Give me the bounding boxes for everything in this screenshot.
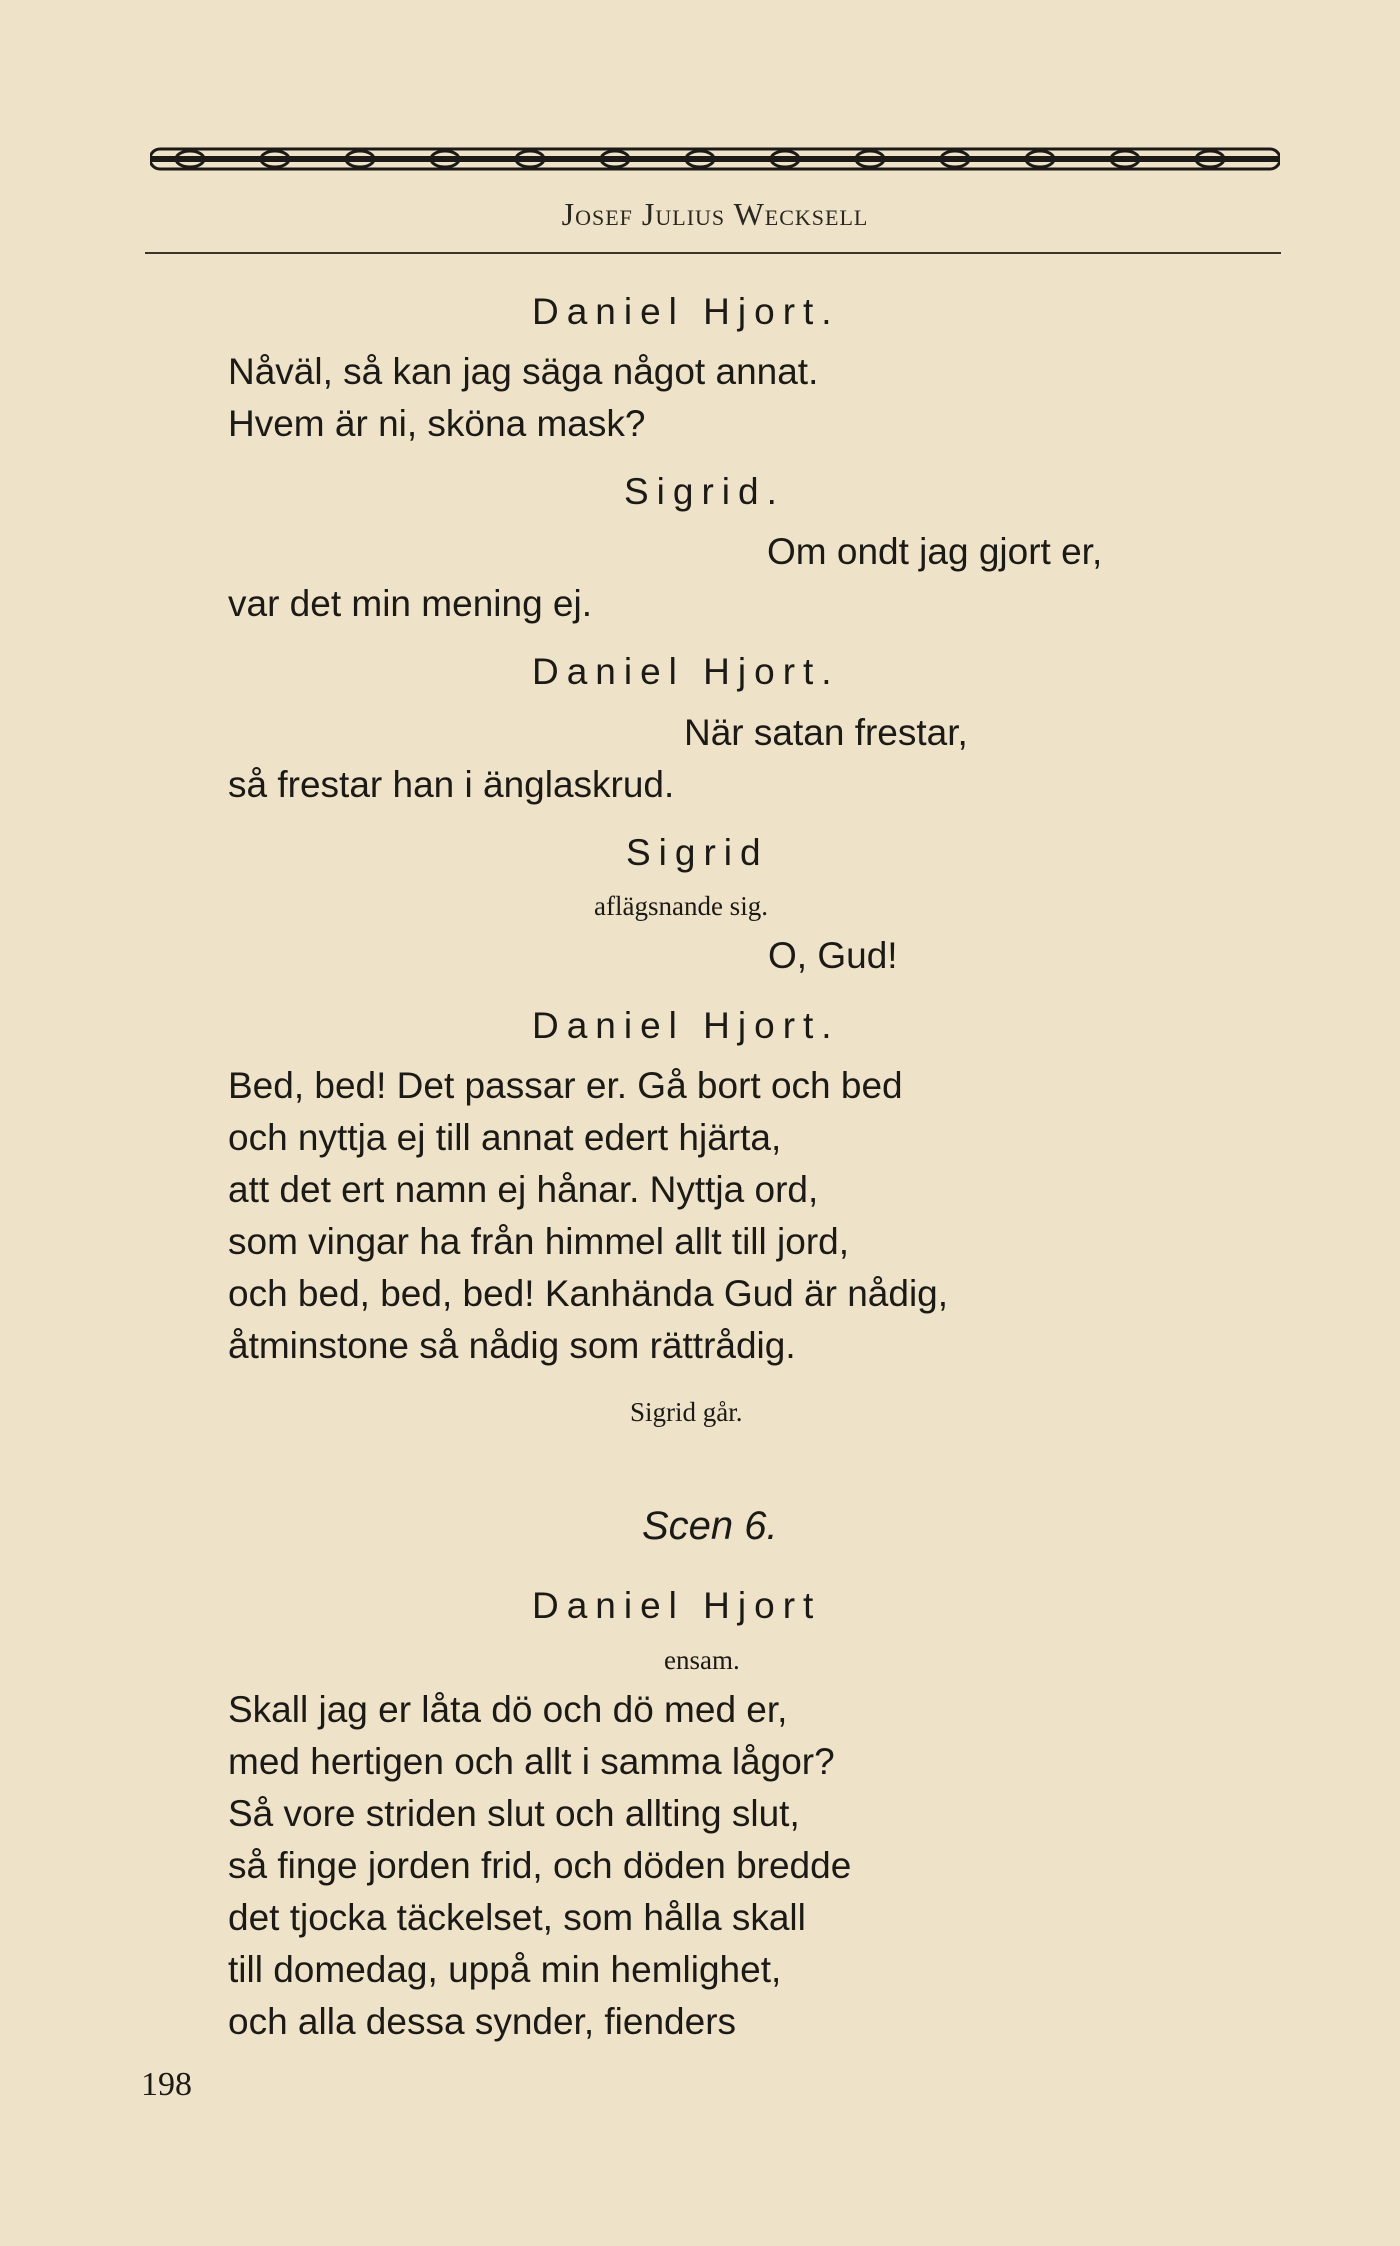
speaker-name: Sigrid. [624,471,785,512]
verse-line: åtminstone så nådig som rättrådig. [228,1325,796,1366]
header-rule [145,252,1281,254]
verse-line: så finge jorden frid, och döden bredde [228,1845,852,1886]
speaker-name: Daniel Hjort. [532,291,840,332]
verse-line: Skall jag er låta dö och dö med er, [228,1689,788,1730]
stage-direction: aflägsnande sig. [594,891,768,921]
verse-line: O, Gud! [768,935,898,976]
page-number: 198 [141,2066,192,2103]
speaker-name: Daniel Hjort. [532,651,840,692]
verse-line: Om ondt jag gjort er, [767,531,1103,572]
stage-direction: ensam. [664,1645,740,1675]
verse-line: att det ert namn ej hånar. Nyttja ord, [228,1169,819,1210]
verse-line: och alla dessa synder, fienders [228,2001,737,2042]
chain-ornament-icon [150,146,1280,172]
verse-line: med hertigen och allt i samma lågor? [228,1741,835,1782]
speaker-name: Daniel Hjort [532,1585,822,1626]
verse-line: Så vore striden slut och allting slut, [228,1793,800,1834]
verse-line: till domedag, uppå min hemlighet, [228,1949,782,1990]
speaker-name: Sigrid [626,832,769,873]
verse-line: Bed, bed! Det passar er. Gå bort och bed [228,1065,903,1106]
verse-line: Nåväl, så kan jag säga något annat. [228,351,819,392]
scene-heading: Scen 6. [642,1504,778,1548]
running-header [150,196,1280,233]
author-name: Josef Julius Wecksell [561,196,869,232]
verse-line: och nyttja ej till annat edert hjärta, [228,1117,782,1158]
stage-direction: Sigrid går. [630,1397,743,1427]
verse-line: så frestar han i änglaskrud. [228,764,675,805]
verse-line: det tjocka täckelset, som hålla skall [228,1897,806,1938]
verse-line: var det min mening ej. [228,583,593,624]
speaker-name: Daniel Hjort. [532,1005,840,1046]
verse-line: och bed, bed, bed! Kanhända Gud är nådig, [228,1273,949,1314]
verse-line: Hvem är ni, sköna mask? [228,403,646,444]
verse-line: När satan frestar, [684,712,968,753]
verse-line: som vingar ha från himmel allt till jord, [228,1221,849,1262]
